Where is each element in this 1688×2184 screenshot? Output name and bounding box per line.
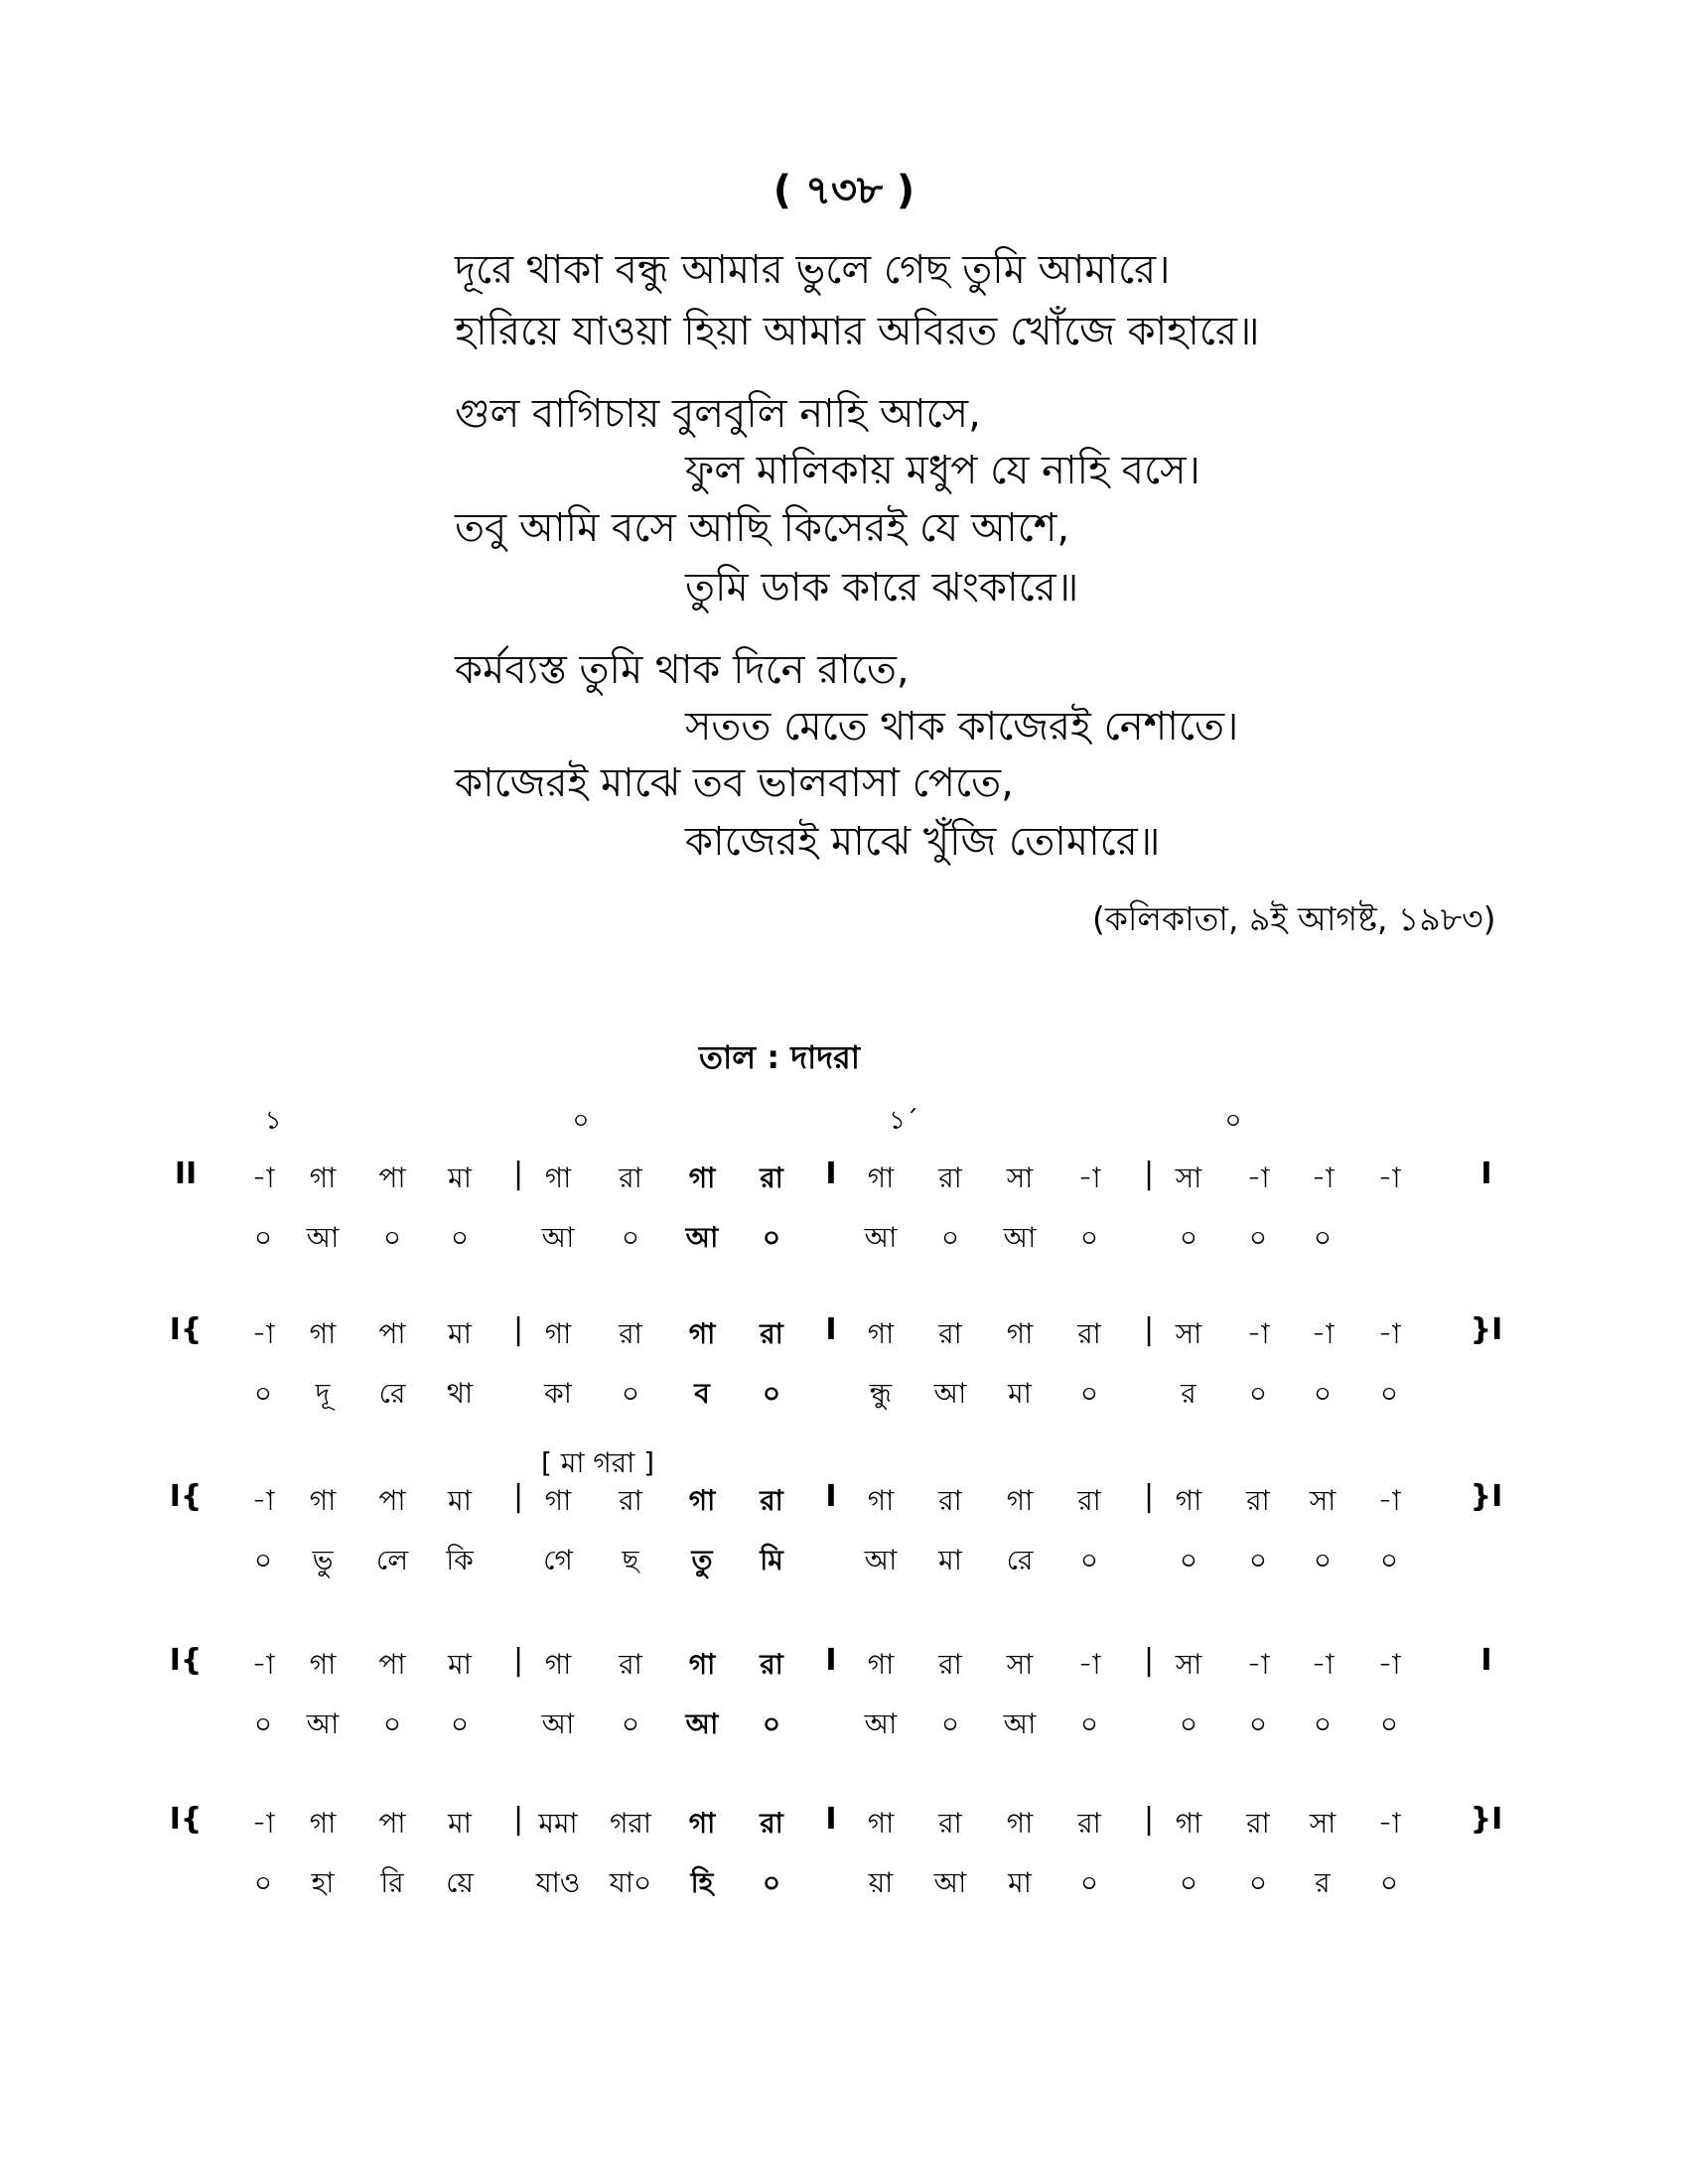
- lyric-syllable: ০: [1248, 1866, 1268, 1899]
- swara-note: সা: [1175, 1648, 1202, 1681]
- swara-note: -া: [251, 1317, 275, 1350]
- lyric-syllable: ০: [1248, 1377, 1268, 1410]
- beat-mark: ০: [1224, 1106, 1242, 1136]
- row-end-symbol: I: [1480, 1643, 1492, 1678]
- bar-line: |: [1143, 1802, 1155, 1837]
- lyric-syllable: ০: [1179, 1707, 1198, 1740]
- lyric-syllable: ন্ধু: [869, 1377, 893, 1410]
- swara-note: রা: [760, 1317, 783, 1350]
- lyric-syllable: ০: [1379, 1707, 1399, 1740]
- swara-note: মা: [448, 1161, 472, 1194]
- lyric-syllable: মা: [938, 1544, 962, 1576]
- swara-note: গা: [309, 1484, 337, 1517]
- lyric-line: তুমি ডাক কারে ঝংকারে॥: [685, 565, 1079, 611]
- swara-note: গা: [867, 1484, 895, 1517]
- lyric-syllable: থা: [446, 1377, 474, 1410]
- swara-note: রা: [938, 1648, 962, 1681]
- lyric-line: সতত মেতে থাক কাজেরই নেশাতে।: [685, 704, 1239, 750]
- lyric-syllable: ০: [1179, 1221, 1198, 1254]
- lyric-syllable: আ: [864, 1544, 898, 1576]
- lyric-line: হারিয়ে যাওয়া হিয়া আমার অবিরত খোঁজে কাহারে॥: [455, 309, 1260, 354]
- swara-note: রা: [760, 1484, 783, 1517]
- lyric-syllable: আ: [541, 1707, 575, 1740]
- lyric-syllable: ০: [1379, 1866, 1399, 1899]
- swara-note: গরা: [610, 1807, 651, 1840]
- swara-note: রা: [760, 1648, 783, 1681]
- swara-note: গা: [544, 1317, 572, 1350]
- lyric-syllable: রি: [380, 1866, 404, 1899]
- row-end-symbol: }I: [1470, 1312, 1503, 1347]
- lyric-syllable: ০: [762, 1707, 781, 1740]
- swara-note: -া: [1246, 1648, 1270, 1681]
- lyric-syllable: ০: [940, 1707, 960, 1740]
- swara-note: সা: [1175, 1161, 1202, 1194]
- lyric-syllable: হি: [690, 1866, 714, 1899]
- lyric-syllable: যাও: [535, 1866, 581, 1899]
- bar-line: |: [512, 1312, 524, 1347]
- beat-mark: ১´: [889, 1106, 918, 1136]
- swara-note: -া: [1377, 1317, 1401, 1350]
- lyric-syllable: র: [1315, 1866, 1331, 1899]
- bar-line: |: [512, 1643, 524, 1678]
- lyric-syllable: যা০: [609, 1866, 652, 1899]
- lyric-syllable: ০: [253, 1221, 273, 1254]
- row-end-symbol: }I: [1470, 1802, 1503, 1837]
- lyric-syllable: ০: [1179, 1544, 1198, 1576]
- lyric-syllable: ০: [1313, 1377, 1333, 1410]
- lyric-syllable: আ: [306, 1221, 340, 1254]
- swara-note: গা: [867, 1317, 895, 1350]
- bar-line: I: [825, 1479, 837, 1514]
- bar-line: I: [825, 1802, 837, 1837]
- swara-note: সা: [1006, 1648, 1034, 1681]
- swara-note: গা: [309, 1648, 337, 1681]
- swara-note: গা: [688, 1807, 716, 1840]
- swara-note: -া: [1311, 1648, 1335, 1681]
- lyric-syllable: কা: [544, 1377, 572, 1410]
- lyric-syllable: ০: [1079, 1707, 1099, 1740]
- row-end-symbol: }I: [1470, 1479, 1503, 1514]
- swara-note: গা: [867, 1161, 895, 1194]
- lyric-syllable: ০: [621, 1707, 640, 1740]
- lyric-line: কাজেরই মাঝে তব ভালবাসা পেতে,: [455, 760, 1014, 806]
- lyric-line: গুল বাগিচায় বুলবুলি নাহি আসে,: [455, 391, 981, 437]
- swara-note: গা: [1006, 1807, 1034, 1840]
- swara-note: গা: [309, 1317, 337, 1350]
- lyric-syllable: ০: [762, 1866, 781, 1899]
- lyric-syllable: ০: [253, 1866, 273, 1899]
- lyric-syllable: য়ে: [446, 1866, 474, 1899]
- swara-note: রা: [760, 1807, 783, 1840]
- swara-note: রা: [1246, 1484, 1270, 1517]
- bar-line: |: [512, 1157, 524, 1191]
- swara-note: গা: [1006, 1317, 1034, 1350]
- swara-note: -া: [1311, 1161, 1335, 1194]
- lyric-syllable: আ: [1003, 1221, 1037, 1254]
- swara-note: রা: [938, 1317, 962, 1350]
- swara-note: পা: [378, 1317, 406, 1350]
- lyric-syllable: ০: [253, 1707, 273, 1740]
- swara-note: গা: [544, 1648, 572, 1681]
- swara-note: গা: [544, 1161, 572, 1194]
- lyric-syllable: ০: [762, 1377, 781, 1410]
- bar-line: |: [512, 1479, 524, 1514]
- lyric-syllable: মা: [1008, 1866, 1032, 1899]
- lyric-syllable: ০: [621, 1377, 640, 1410]
- lyric-syllable: আ: [306, 1707, 340, 1740]
- bar-line: |: [1143, 1479, 1155, 1514]
- lyric-syllable: গে: [543, 1544, 573, 1576]
- swara-note: রা: [938, 1807, 962, 1840]
- beat-mark: ০: [572, 1106, 590, 1136]
- row-start-symbol: I{: [169, 1802, 203, 1837]
- swara-note: গা: [867, 1807, 895, 1840]
- lyric-syllable: কি: [446, 1544, 474, 1576]
- lyric-syllable: রে: [378, 1377, 406, 1410]
- lyric-line: দূরে থাকা বন্ধু আমার ভুলে গেছ তুমি আমারে।: [455, 247, 1171, 293]
- lyric-syllable: ০: [1379, 1377, 1399, 1410]
- lyric-syllable: ০: [1248, 1544, 1268, 1576]
- lyric-syllable: মি: [760, 1544, 783, 1576]
- lyric-syllable: ০: [382, 1707, 402, 1740]
- lyric-syllable: লে: [375, 1544, 409, 1576]
- swara-note: সা: [1175, 1317, 1202, 1350]
- swara-note: গা: [1006, 1484, 1034, 1517]
- swara-note: -া: [251, 1648, 275, 1681]
- lyric-syllable: ০: [1379, 1544, 1399, 1576]
- lyric-syllable: ০: [1179, 1866, 1198, 1899]
- row-start-symbol: I{: [169, 1312, 203, 1347]
- swara-note: মা: [448, 1807, 472, 1840]
- swara-note: গা: [309, 1807, 337, 1840]
- swara-note: পা: [378, 1648, 406, 1681]
- lyric-syllable: দূ: [315, 1377, 331, 1410]
- lyric-syllable: ০: [1313, 1221, 1333, 1254]
- page-number: ( ৭৩৮ ): [773, 168, 915, 213]
- lyric-syllable: ০: [253, 1377, 273, 1410]
- swara-note: পা: [378, 1807, 406, 1840]
- lyric-syllable: তু: [691, 1544, 713, 1576]
- swara-note: মা: [448, 1648, 472, 1681]
- lyric-syllable: ০: [1079, 1544, 1099, 1576]
- lyric-syllable: ০: [450, 1221, 470, 1254]
- lyric-syllable: ০: [621, 1221, 640, 1254]
- swara-note: গা: [688, 1648, 716, 1681]
- swara-note: গা: [688, 1161, 716, 1194]
- lyric-syllable: আ: [864, 1707, 898, 1740]
- swara-note: রা: [619, 1317, 642, 1350]
- bar-line: I: [825, 1157, 837, 1191]
- beat-mark: ১: [264, 1106, 282, 1136]
- lyric-line: তবু আমি বসে আছি কিসেরই যে আশে,: [455, 505, 1070, 551]
- lyric-syllable: ০: [940, 1221, 960, 1254]
- place-date: (কলিকাতা, ৯ই আগষ্ট, ১৯৮৩): [1092, 899, 1496, 938]
- swara-note: পা: [378, 1484, 406, 1517]
- bar-line: |: [1143, 1312, 1155, 1347]
- lyric-syllable: ০: [382, 1221, 402, 1254]
- taal-heading: তাল : দাদরা: [699, 1038, 860, 1076]
- swara-note: গা: [688, 1484, 716, 1517]
- lyric-syllable: ০: [1248, 1707, 1268, 1740]
- swara-note: -া: [1377, 1484, 1401, 1517]
- swara-note: গা: [544, 1484, 572, 1517]
- swara-note: মা: [448, 1484, 472, 1517]
- lyric-syllable: ০: [1079, 1221, 1099, 1254]
- swara-note: রা: [1246, 1807, 1270, 1840]
- lyric-syllable: র: [1181, 1377, 1196, 1410]
- swara-note: গা: [867, 1648, 895, 1681]
- lyric-syllable: ০: [1079, 1377, 1099, 1410]
- swara-note: রা: [619, 1484, 642, 1517]
- swara-note: সা: [1309, 1807, 1336, 1840]
- row-end-symbol: I: [1480, 1157, 1492, 1191]
- swara-note: -া: [1246, 1317, 1270, 1350]
- lyric-line: ফুল মালিকায় মধুপ যে নাহি বসে।: [685, 448, 1200, 493]
- swara-note: রা: [938, 1161, 962, 1194]
- lyric-syllable: আ: [541, 1221, 575, 1254]
- optional-note: [ মা গরা ]: [541, 1446, 655, 1479]
- lyric-syllable: আ: [685, 1221, 719, 1254]
- lyric-syllable: য়া: [868, 1866, 894, 1899]
- bar-line: |: [1143, 1157, 1155, 1191]
- swara-note: -া: [1377, 1648, 1401, 1681]
- swara-note: গা: [1175, 1807, 1202, 1840]
- row-start-symbol: I{: [169, 1643, 203, 1678]
- swara-note: -া: [1077, 1648, 1101, 1681]
- swara-note: -া: [1077, 1161, 1101, 1194]
- swara-note: পা: [378, 1161, 406, 1194]
- lyric-syllable: হা: [311, 1866, 335, 1899]
- lyric-syllable: আ: [1003, 1707, 1037, 1740]
- lyric-syllable: রে: [1006, 1544, 1034, 1576]
- bar-line: I: [825, 1312, 837, 1347]
- swara-note: রা: [938, 1484, 962, 1517]
- swara-note: গা: [688, 1317, 716, 1350]
- row-start-symbol: II: [174, 1157, 198, 1191]
- lyric-syllable: ০: [253, 1544, 273, 1576]
- row-start-symbol: I{: [169, 1479, 203, 1514]
- swara-note: -া: [251, 1807, 275, 1840]
- lyric-syllable: ভু: [312, 1544, 334, 1576]
- lyric-syllable: ০: [1313, 1707, 1333, 1740]
- lyric-syllable: মা: [1008, 1377, 1032, 1410]
- swara-note: রা: [619, 1648, 642, 1681]
- bar-line: |: [512, 1802, 524, 1837]
- lyric-syllable: আ: [933, 1377, 967, 1410]
- swara-note: গা: [1175, 1484, 1202, 1517]
- lyric-syllable: ব: [694, 1377, 710, 1410]
- lyric-syllable: ০: [1248, 1221, 1268, 1254]
- swara-note: রা: [760, 1161, 783, 1194]
- lyric-line: কাজেরই মাঝে খুঁজি তোমারে॥: [685, 819, 1161, 865]
- lyric-syllable: আ: [685, 1707, 719, 1740]
- bar-line: |: [1143, 1643, 1155, 1678]
- swara-note: মমা: [538, 1807, 578, 1840]
- swara-note: -া: [1377, 1161, 1401, 1194]
- swara-note: -া: [1311, 1317, 1335, 1350]
- lyric-syllable: ছ: [622, 1544, 639, 1576]
- swara-note: রা: [619, 1161, 642, 1194]
- swara-note: রা: [1077, 1807, 1101, 1840]
- swara-note: রা: [1077, 1484, 1101, 1517]
- lyric-line: কর্মব্যস্ত তুমি থাক দিনে রাতে,: [455, 647, 910, 693]
- lyric-syllable: ০: [1079, 1866, 1099, 1899]
- swara-note: সা: [1309, 1484, 1336, 1517]
- lyric-syllable: ০: [762, 1221, 781, 1254]
- swara-note: রা: [1077, 1317, 1101, 1350]
- swara-note: -া: [251, 1161, 275, 1194]
- swara-note: সা: [1006, 1161, 1034, 1194]
- swara-note: -া: [1246, 1161, 1270, 1194]
- lyric-syllable: আ: [864, 1221, 898, 1254]
- bar-line: I: [825, 1643, 837, 1678]
- swara-note: মা: [448, 1317, 472, 1350]
- lyric-syllable: আ: [933, 1866, 967, 1899]
- swara-note: গা: [309, 1161, 337, 1194]
- swara-note: -া: [1377, 1807, 1401, 1840]
- swara-note: -া: [251, 1484, 275, 1517]
- lyric-syllable: ০: [450, 1707, 470, 1740]
- lyric-syllable: ০: [1313, 1544, 1333, 1576]
